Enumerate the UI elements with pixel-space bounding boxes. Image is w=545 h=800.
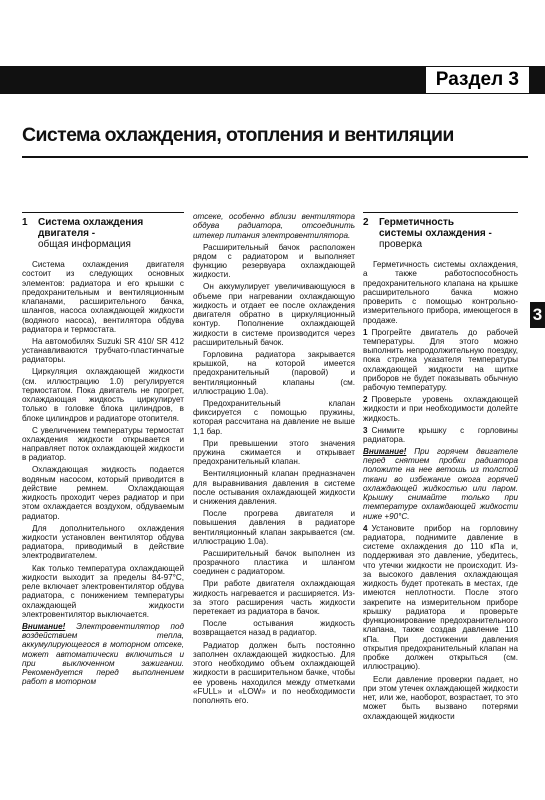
paragraph: Предохранительный клапан фиксируется с помощью пружины, которая рассчитана на давление не выше 1,1 бар. — [193, 398, 355, 436]
step-item — [363, 426, 518, 445]
paragraph: Горловина радиатора закрывается крышкой, на которой имеется предохранительный (паровой) и вентиляционный клапаны (см. иллюстрацию 1.0а). — [193, 349, 355, 396]
paragraph: Охлаждающая жидкость подается водяным насосом, который приводится в действие ремнем. Охлаждающая жидкость проходит через радиатор и при этом охлаждается воздухом, обдуваемым радиатор. — [22, 465, 184, 521]
section-subtitle: проверка — [379, 239, 423, 250]
step-number: 1 — [363, 327, 368, 337]
paragraph: После прогрева двигателя и повышения давления в радиаторе вентиляционный клапан закрывается (см. иллюстрацию 1.0а). — [193, 509, 355, 546]
step-text: Прогрейте двигатель до рабочей температуры. Для этого можно выполнить непродолжительную поездку, пока стрелка указателя температуры охлаждающей жидкости на щитке приборов не будет показывать обычную рабочую температуру. — [363, 327, 518, 393]
section-title-line-1: Герметичность — [379, 217, 454, 228]
column-2 — [193, 212, 355, 794]
section-title — [379, 217, 492, 250]
column-1 — [22, 212, 184, 794]
paragraph: Циркуляция охлаждающей жидкости (см. иллюстрацию 1.0) регулируется термостатом. Пока двигатель не прогрет, охлаждающая жидкость циркулирует только в головке блока цилиндров, в блоке цилиндров и радиаторе отопителя. — [22, 367, 184, 423]
step-text: Установите прибор на горловину радиатора, поднимите давление в системе охлаждения до 110 кПа и, поддерживая это давление, убедитесь, что утечки жидкости не происходит. Из-за высокого давления охлаждающая жидкость будет протекать в местах, где имеются неплотности. После этого закрепите на измерительном приборе крышку радиатора и проверьте функционирование предохранительного клапана, также создав давление 110 кПа. При достижении давления открытия предохранительный клапан на пробке должен открыться (см. иллюстрацию). — [363, 523, 518, 672]
step-item — [363, 395, 518, 423]
step-text: Снимите крышку с горловины радиатора. — [363, 425, 518, 444]
section-number: 2 — [363, 217, 369, 228]
paragraph: Расширительный бачок выполнен из прозрачного пластика и шлангом соединен с радиатором. — [193, 548, 355, 577]
paragraph: Расширительный бачок расположен рядом с радиатором и выполняет функцию резервуара охлаждающей жидкости. — [193, 242, 355, 280]
title-rule — [22, 156, 528, 158]
warning-text-continuation: отсеке, особенно вблизи вентилятора обдува радиатора, отсоединить штекер питания электровентилятора. — [193, 212, 355, 240]
section-heading-1 — [22, 212, 184, 250]
paragraph: Для дополнительного охлаждения жидкости установлен вентилятор обдува радиатора, приводимый в действие электродвигателем. — [22, 523, 184, 561]
step-number: 3 — [363, 425, 368, 435]
column-3 — [363, 212, 518, 794]
paragraph: При превышении этого значения пружина сжимается и открывает предохранительный клапан. — [193, 438, 355, 467]
paragraph: Как только температура охлаждающей жидкости выходит за пределы 84-97°С, реле включает электровентилятор обдува радиатора, с понижением температуры охлаждающей жидкости электровентилятор выключается. — [22, 563, 184, 619]
section-heading-2 — [363, 212, 518, 250]
paragraph: Вентиляционный клапан предназначен для выравнивания давления в системе после остывания охлаждающей жидкости и снижения давления. — [193, 469, 355, 507]
paragraph: Он аккумулирует увеличивающуюся в объеме при нагревании охлаждающую жидкость и отдает ее после охлаждения двигателя обратно в циркуляционный контур. Пополнение охлаждающей жидкости в системе производится через расширительный бачок. — [193, 282, 355, 347]
section-title-line-2: двигателя - — [38, 228, 96, 239]
chapter-thumb-tab: 3 — [530, 302, 545, 328]
paragraph: При работе двигателя охлаждающая жидкость нагревается и расширяется. Из-за этого расширения часть жидкости перетекает из радиатора в бачок. — [193, 579, 355, 617]
warning-note — [22, 622, 184, 687]
paragraph: После остывания жидкость возвращается назад в радиатор. — [193, 619, 355, 638]
section-label: Раздел 3 — [426, 67, 529, 93]
paragraph: На автомобилях Suzuki SR 410/ SR 412 устанавливаются трубчато-пластинчатые радиаторы. — [22, 336, 184, 365]
step-item — [363, 328, 518, 393]
paragraph: С увеличением температуры термостат охлаждения жидкости открывается и направляет поток охлаждающей жидкости в радиатор. — [22, 425, 184, 463]
paragraph: Герметичность системы охлаждения, а также работоспособность предохранительного клапана на крышке расширительного бачка можно проверить с помощью контрольно-измерительного прибора, имеющегося в продаже. — [363, 260, 518, 325]
step-item — [363, 524, 518, 672]
section-title-line-1: Система охлаждения — [38, 217, 144, 228]
paragraph: Система охлаждения двигателя состоит из следующих основных элементов: радиатора и его крышки с предохранительным и вентиляционным клапанами, расширительного бачка, шлангов, насоса охлаждающей жидкости (водяного насоса), вентилятора обдува радиатора и термостата. — [22, 260, 184, 334]
section-title-line-2: системы охлаждения - — [379, 228, 492, 239]
paragraph: Радиатор должен быть постоянно заполнен охлаждающей жидкостью. Для этого необходимо объем охлаждающей жидкости в расширительном бачке, чтобы ее уровень находился между отметками «FULL» и «LOW» и по необходимости пополнять его. — [193, 640, 355, 706]
warning-note — [363, 447, 518, 521]
warning-text: При горячем двигателе перед снятием пробки радиатора положите на нее ветошь из толстой ткани во избежание ожога горячей охлаждающей жидкостью или паром. Крышку снимайте только при температуре охлаждающей жидкости ниже +90°С. — [363, 446, 518, 521]
warning-text: Электровентилятор под воздействием тепла, аккумулирующегося в моторном отсеке, может автоматически включиться и при выключенном зажигании. Рекомендуется перед выполнением работ в моторном — [22, 621, 184, 687]
step-text: Проверьте уровень охлаждающей жидкости и при необходимости долейте жидкость. — [363, 395, 518, 423]
step-number: 4 — [363, 523, 368, 533]
section-number: 1 — [22, 217, 28, 228]
step-number: 2 — [363, 395, 368, 405]
warning-label: Внимание! — [22, 621, 66, 631]
warning-label: Внимание! — [363, 446, 407, 456]
section-subtitle: общая информация — [38, 239, 131, 250]
section-title — [38, 217, 143, 250]
paragraph: Если давление проверки падает, но при этом утечек охлаждающей жидкости нет, или же, наоборот, возрастает, то это может быть вызвано потерями охлаждающей жидкости — [363, 674, 518, 721]
page-title: Система охлаждения, отопления и вентиляции — [22, 124, 454, 146]
